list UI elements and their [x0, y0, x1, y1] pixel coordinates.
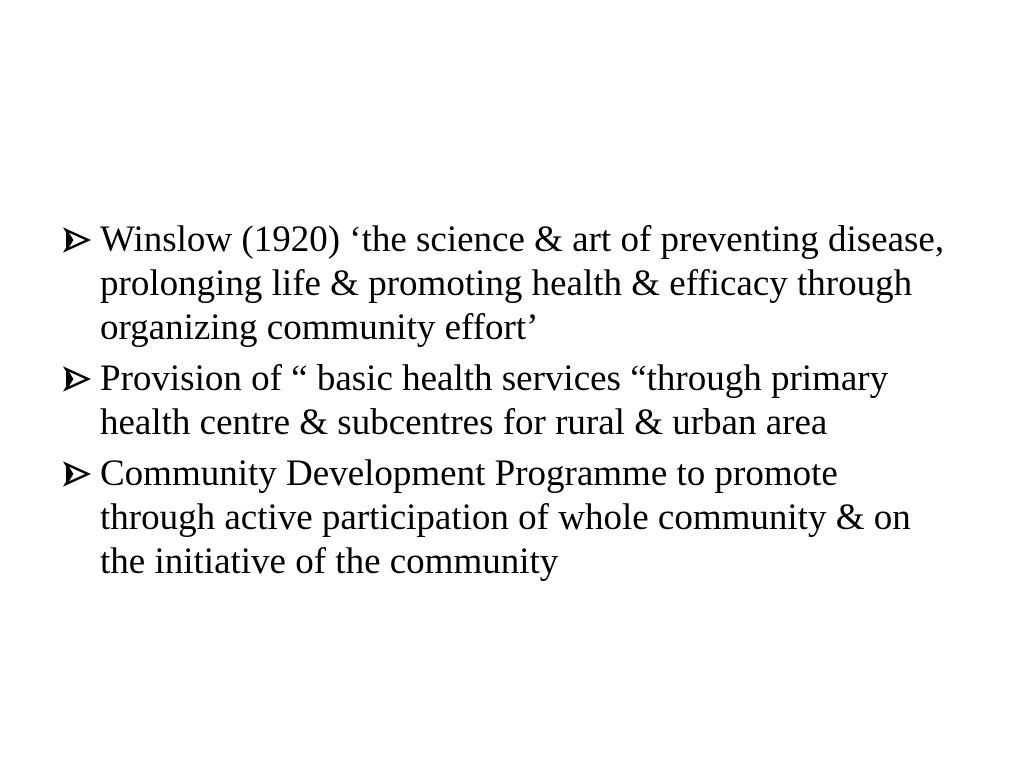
bullet-item — [62, 357, 962, 445]
arrowhead-bullet-icon — [62, 361, 96, 397]
arrowhead-bullet-icon — [62, 222, 96, 258]
bullet-text: Community Development Programme to promote through active participation of whole community & on the initiative of the community — [100, 453, 911, 582]
bullet-item — [62, 218, 962, 350]
slide-body — [62, 218, 962, 591]
arrowhead-bullet-icon — [62, 456, 96, 492]
bullet-item — [62, 452, 962, 584]
bullet-text: Winslow (1920) ‘the science & art of preventing disease, prolonging life & promoting health & efficacy through organizing community effort’ — [100, 219, 945, 348]
bullet-text: Provision of “ basic health services “through primary health centre & subcentres for rural & urban area — [100, 358, 889, 443]
bullet-list — [62, 218, 962, 584]
